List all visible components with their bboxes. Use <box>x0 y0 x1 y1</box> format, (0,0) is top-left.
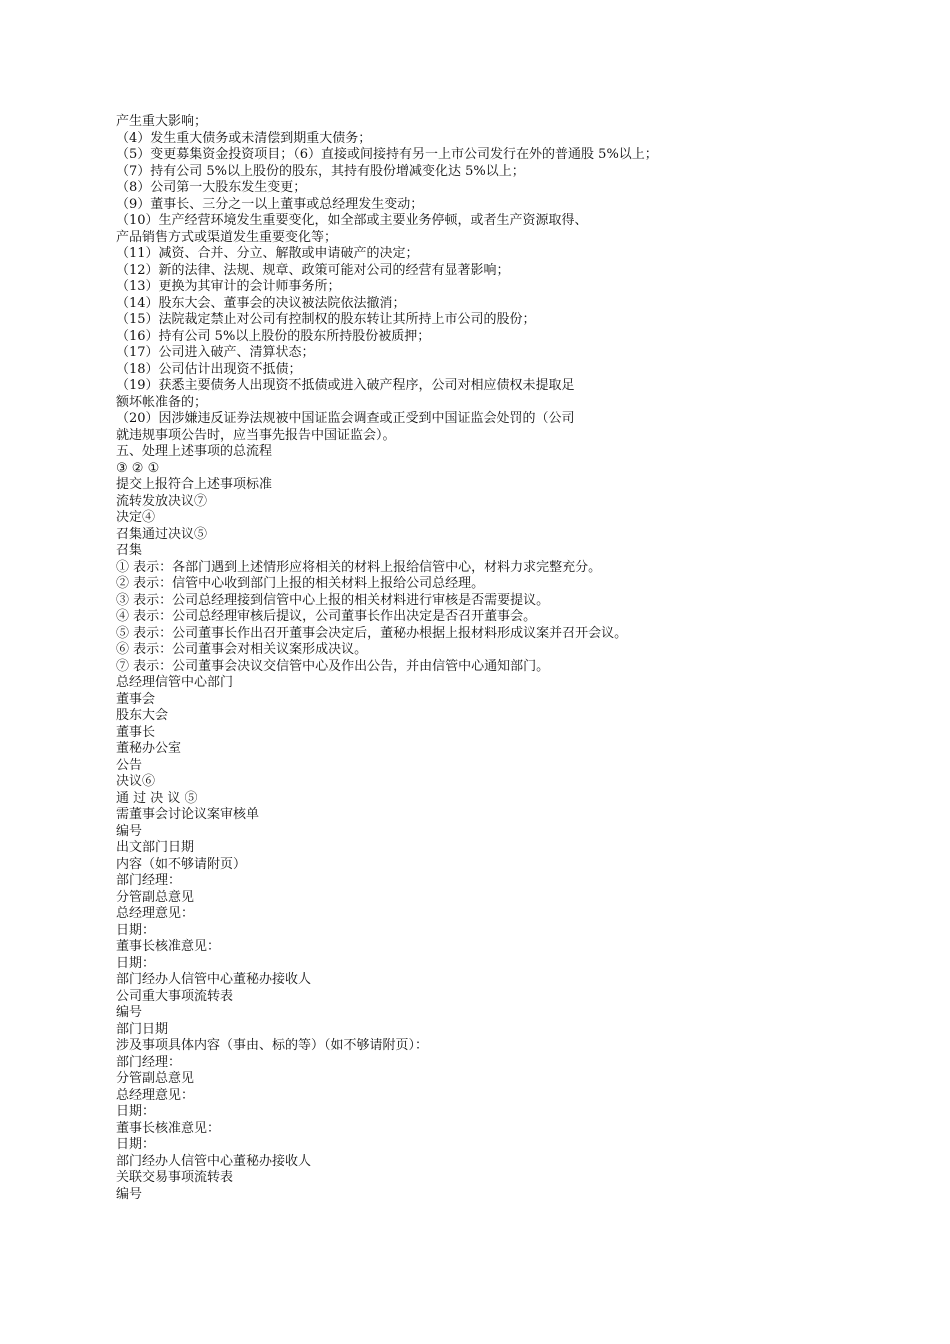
text-line: 五、处理上述事项的总流程 <box>116 444 273 459</box>
text-line: 涉及事项具体内容（事由、标的等）（如不够请附页）： <box>116 1038 429 1053</box>
text-line: 股东大会 <box>116 708 169 723</box>
text-line: ③ ② ① <box>116 460 160 476</box>
text-line: 决定④ <box>116 510 156 525</box>
text-line: 通 过 决 议 ⑤ <box>116 790 198 806</box>
text-line: 公告 <box>116 757 143 773</box>
text-line: ② 表示：信管中心收到部门上报的相关材料上报给公司总经理。 <box>116 576 485 591</box>
text-line: 总经理信管中心部门 <box>116 675 234 690</box>
text-line: 董事长核准意见： <box>116 1120 221 1136</box>
text-line: （9）董事长、三分之一以上董事或总经理发生变动； <box>116 196 424 212</box>
text-line: （19）获悉主要债务人出现资不抵债或进入破产程序，公司对相应债权未提取足 <box>116 378 575 393</box>
text-line: 部门经理： <box>116 873 182 888</box>
text-line: ⑥ 表示：公司董事会对相关议案形成决议。 <box>116 642 368 657</box>
text-line: 部门日期 <box>116 1021 169 1037</box>
text-line: 额坏帐准备的； <box>116 394 208 410</box>
text-line: 出文部门日期 <box>116 840 195 855</box>
text-line: （7）持有公司 5%以上股份的股东，其持有股份增减变化达 5%以上； <box>116 163 525 179</box>
text-line: 分管副总意见 <box>116 1071 195 1086</box>
text-line: （14）股东大会、董事会的决议被法院依法撤消； <box>116 295 406 311</box>
text-line: 产生重大影响； <box>116 114 208 129</box>
text-line: 董事会 <box>116 691 156 707</box>
text-line: （17）公司进入破产、清算状态； <box>116 345 315 360</box>
text-line: 总经理意见： <box>116 906 195 921</box>
text-line: （10）生产经营环境发生重要变化，如全部或主要业务停顿，或者生产资源取得、 <box>116 213 588 228</box>
text-line: ⑦ 表示：公司董事会决议交信管中心及作出公告，并由信管中心通知部门。 <box>116 658 550 674</box>
text-line: （13）更换为其审计的会计师事务所； <box>116 279 341 294</box>
text-line: ④ 表示：公司总经理审核后提议，公司董事长作出决定是否召开董事会。 <box>116 609 537 624</box>
text-line: 编号 <box>116 1005 143 1020</box>
text-line: 召集 <box>116 543 143 558</box>
text-line: 公司重大事项流转表 <box>116 988 234 1004</box>
text-line: （8）公司第一大股东发生变更； <box>116 180 307 195</box>
text-line: 产品销售方式或渠道发生重要变化等； <box>116 229 338 245</box>
text-line: 关联交易事项流转表 <box>116 1170 234 1185</box>
text-line: ⑤ 表示：公司董事长作出召开董事会决定后，董秘办根据上报材料形成议案并召开会议。 <box>116 625 628 641</box>
text-line: 分管副总意见 <box>116 889 195 905</box>
text-line: 提交上报符合上述事项标准 <box>116 477 273 492</box>
text-line: （4）发生重大债务或未清偿到期重大债务； <box>116 130 372 146</box>
text-line: 部门经办人信管中心董秘办接收人 <box>116 972 312 987</box>
text-line: 需董事会讨论议案审核单 <box>116 807 260 822</box>
text-line: 编号 <box>116 1186 143 1202</box>
text-line: 流转发放决议⑦ <box>116 493 208 509</box>
text-line: 召集通过决议⑤ <box>116 526 208 542</box>
text-line: （12）新的法律、法规、规章、政策可能对公司的经营有显著影响； <box>116 262 510 278</box>
text-line: 董秘办公室 <box>116 741 182 756</box>
text-line: 日期： <box>116 1137 156 1152</box>
text-line: 董事长核准意见： <box>116 939 221 954</box>
text-line: 总经理意见： <box>116 1087 195 1103</box>
text-line: （20）因涉嫌违反证券法规被中国证监会调查或正受到中国证监会处罚的（公司 <box>116 411 575 426</box>
text-line: （15）法院裁定禁止对公司有控制权的股东转让其所持上市公司的股份； <box>116 312 536 327</box>
text-line: 决议⑥ <box>116 774 156 789</box>
text-line: 日期： <box>116 922 156 938</box>
text-line: 部门经办人信管中心董秘办接收人 <box>116 1153 312 1169</box>
text-line: 内容（如不够请附页） <box>116 856 247 872</box>
text-line: 就违规事项公告时，应当事先报告中国证监会）。 <box>116 427 396 443</box>
document-page <box>116 114 916 1203</box>
text-line: 日期： <box>116 1104 156 1119</box>
text-line: （16）持有公司 5%以上股份的股东所持股份被质押； <box>116 328 431 344</box>
text-line: ① 表示：各部门遇到上述情形应将相关的材料上报给信管中心，材料力求完整充分。 <box>116 559 602 575</box>
text-line: （18）公司估计出现资不抵债； <box>116 361 302 377</box>
text-line: （11）减资、合并、分立、解散或申请破产的决定； <box>116 246 419 261</box>
text-line: 日期： <box>116 955 156 971</box>
text-line: （5）变更募集资金投资项目；（6）直接或间接持有另一上市公司发行在外的普通股 5%以上； <box>116 147 658 162</box>
text-line: ③ 表示：公司总经理接到信管中心上报的相关材料进行审核是否需要提议。 <box>116 592 550 608</box>
text-line: 董事长 <box>116 724 156 740</box>
text-line: 部门经理： <box>116 1054 182 1070</box>
text-line: 编号 <box>116 823 143 839</box>
